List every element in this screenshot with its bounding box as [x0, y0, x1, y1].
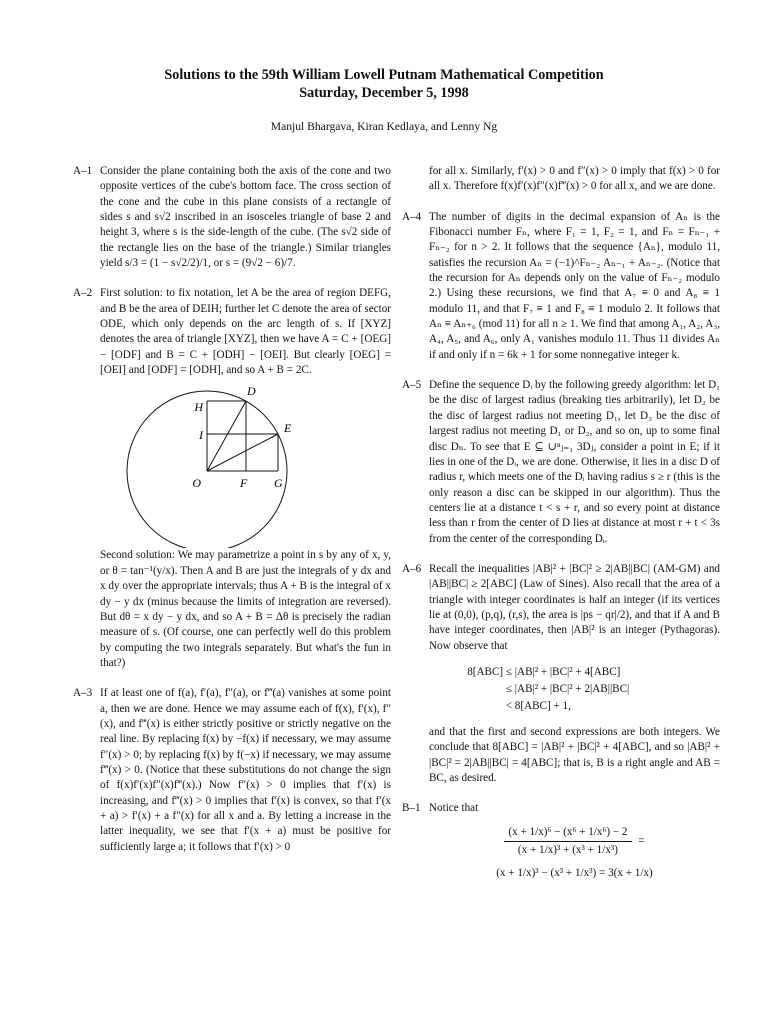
- problem-a6: [402, 562, 720, 786]
- inequality-row: [429, 664, 720, 681]
- inequality-lhs: ≤: [505, 682, 512, 695]
- inequality-lhs: 8[ABC] ≤: [467, 665, 512, 678]
- problem-text-after: and that the first and second expressions are both integers. We conclude that 8[ABC] = |AB|² + |BC|² + 4[ABC], and so |AB|² + |BC|² = 2|AB||BC| = 4[ABC]; that is, B is a right angle and AB = BC, as desired.: [429, 725, 720, 784]
- problem-label: A–2: [73, 287, 93, 300]
- problem-label: A–4: [402, 210, 422, 223]
- fraction-numerator: (x + 1/x)⁶ − (x⁶ + 1/x⁶) − 2: [504, 825, 631, 842]
- label-f: F: [240, 476, 248, 491]
- label-i: I: [199, 428, 203, 443]
- label-o: O: [192, 476, 201, 491]
- problem-text: Notice that: [429, 802, 479, 815]
- inequality-chain: [429, 664, 720, 715]
- title-line-2: Saturday, December 5, 1998: [299, 85, 469, 101]
- problem-a2: [73, 286, 391, 671]
- problem-text: If at least one of f(a), f′(a), f″(a), or f‴(a) vanishes at some point a, then we are done. Hence we may assume each of f(x), f′(x), f″(x), and f‴(x) is either strictly positive or strictly negative on the real line. By replacing f(x) by −f(x) if necessary, we may assume f″(x) > 0; by replacing f(x) by f(−x) if necessary, we may assume f‴(x) > 0. (Notice that these substitutions do not change the sign of f(x)f′(x)f″(x)f‴(x).) Now f″(x) > 0 implies that f′(x) is increasing, and f‴(x) > 0 implies that f′(x) is convex, so that f′(x + a) > f′(x) + a f″(x) for all x and a. By letting a increase in the latter inequality, we see that f′(x + a) must be positive for sufficiently large a; it follows that f′(x) > 0: [100, 687, 391, 853]
- label-e: E: [284, 421, 292, 436]
- problem-a4: [402, 210, 720, 363]
- inequality-row: [429, 681, 720, 698]
- fraction: [504, 825, 631, 859]
- inequality-rhs: |AB|² + |BC|² + 4[ABC]: [514, 665, 621, 678]
- problem-text: Consider the plane containing both the axis of the cone and two opposite vertices of the cube's bottom face. The cross section of the cone and the cube in this plane consists of a rectangle of sides s and s√2 inscribed in an isosceles triangle of base 2 and height 3, where s is the side-length of the cube. (The s√2 side of the rectangle lies on the base of the triangle.) Similar triangles yield s/3 = (1 − s√2/2)/1, or s = (9√2 − 6)/7.: [100, 165, 391, 270]
- problem-label: A–5: [402, 379, 422, 392]
- paper-title: [0, 66, 768, 102]
- paper-header: [0, 66, 768, 134]
- problem-label: A–6: [402, 562, 422, 575]
- fraction-denominator: (x + 1/x)³ + (x³ + 1/x³): [517, 844, 618, 857]
- problem-a1: [73, 164, 391, 271]
- fraction-equation: [429, 825, 720, 859]
- problem-text: for all x. Similarly, f′(x) > 0 and f″(x) > 0 imply that f(x) > 0 for all x. Therefore f(x)f′(x)f″(x)f‴(x) > 0 for all x, and we are done.: [429, 165, 720, 193]
- authors: Manjul Bhargava, Kiran Kedlaya, and Lenny Ng: [270, 120, 498, 133]
- label-h: H: [194, 400, 203, 415]
- problem-label: A–3: [73, 687, 93, 700]
- inequality-row: [429, 698, 720, 715]
- right-column: [402, 164, 720, 882]
- problem-a5: [402, 378, 720, 547]
- problem-text: Define the sequence Dᵢ by the following greedy algorithm: let D₁ be the disc of largest radius (breaking ties arbitrarily), let D₂ be the disc of largest radius not meeting D₁, let D₃ be the disc of largest radius not meeting D₁ or D₂, and so on, up to some final disc Dₙ. To see that E ⊆ ∪ⁿⱼ₌₁ 3Dⱼ, consider a point in E; if it lies in one of the Dᵢ, we are done. Otherwise, it lies in a disc D of radius r, which meets one of the Dᵢ having radius s ≥ r (this is the only reason a disc can be skipped in our algorithm). Thus the centers lie at a distance t < s + r, and so every point at distance less than r from the center of D lies at distance at most r + t < 3s from the center of the corresponding Dᵢ.: [429, 379, 720, 545]
- circle-diagram: [100, 378, 391, 548]
- inequality-rhs: |AB|² + |BC|² + 2|AB||BC|: [514, 682, 630, 695]
- problem-label: A–1: [73, 165, 93, 177]
- title-line-1: Solutions to the 59th William Lowell Putnam Mathematical Competition: [164, 67, 604, 83]
- problem-text: First solution: to fix notation, let A be the area of region DEFG, and B be the area of DEIH; further let C denote the area of sector ODE, which only depends on the arc length of s. If [XYZ] denotes the area of triangle [XYZ], then we have A = C + [OEG] − [ODF] and B = C + [ODH] − [OEI]. But clearly [OEG] = [OEI] and [ODF] = [ODH], and so A + B = 2C.: [100, 287, 391, 377]
- inequality-rhs: 8[ABC] + 1,: [514, 699, 571, 712]
- problem-a3-continued: [402, 164, 720, 195]
- second-solution: Second solution: We may parametrize a point in s by any of x, y, or θ = tan⁻¹(y/x). Then A and B are just the integrals of y dx and x dy over the appropriate intervals; thus A + B is the integral of x dy − y dx (minus because the limits of integration are reversed). But dθ = x dy − y dx, and so A + B = Δθ is precisely the radian measure of s. (Of course, one can perfectly well do this problem by computing the two integrals separately. But what's the fun in that?): [100, 549, 391, 669]
- problem-text: Recall the inequalities |AB|² + |BC|² ≥ 2|AB||BC| (AM-GM) and |AB||BC| ≥ 2[ABC] (Law of Sines). Also recall that the area of a triangle with integer coordinates is half an integer (if its vertices lie at (0,0), (p,q), (r,s), the area is |ps − qr|/2), and that if A and B have integer coordinates, then |AB|² is an integer (Pythagoras). Now observe that: [429, 562, 720, 652]
- problem-label: B–1: [402, 802, 421, 815]
- left-column: [73, 164, 391, 855]
- equals-sign: =: [638, 834, 645, 847]
- label-g: G: [274, 476, 283, 491]
- problem-a3: [73, 686, 391, 855]
- problem-text: The number of digits in the decimal expansion of Aₙ is the Fibonacci number Fₙ, where F₁ = 1, F₂ = 1, and Fₙ = Fₙ₋₁ + Fₙ₋₂ for n > 2. It follows that the sequence {Aₙ}, modulo 11, satisfies the recursion Aₙ = (−1)^Fₙ₋₂ Aₙ₋₁ + Aₙ₋₂. (Notice that the recursion for Aₙ depends only on the value of Fₙ₋₂ modulo 2.) Using these recursions, we find that A₇ ≡ 0 and A₈ ≡ 1 modulo 11, and that F₇ ≡ 1 and F₈ ≡ 1 modulo 2. It follows that Aₙ ≡ Aₙ₊₆ (mod 11) for all n ≥ 1. We find that among A₁, A₂, A₃, A₄, A₅, and A₆, only A₁ vanishes modulo 11. Thus 11 divides Aₙ if and only if n = 6k + 1 for some nonnegative integer k.: [429, 210, 720, 361]
- label-d: D: [247, 384, 256, 399]
- fraction-result: (x + 1/x)³ − (x³ + 1/x³) = 3(x + 1/x): [496, 867, 653, 880]
- inequality-lhs: <: [505, 699, 512, 712]
- problem-b1: [402, 801, 720, 881]
